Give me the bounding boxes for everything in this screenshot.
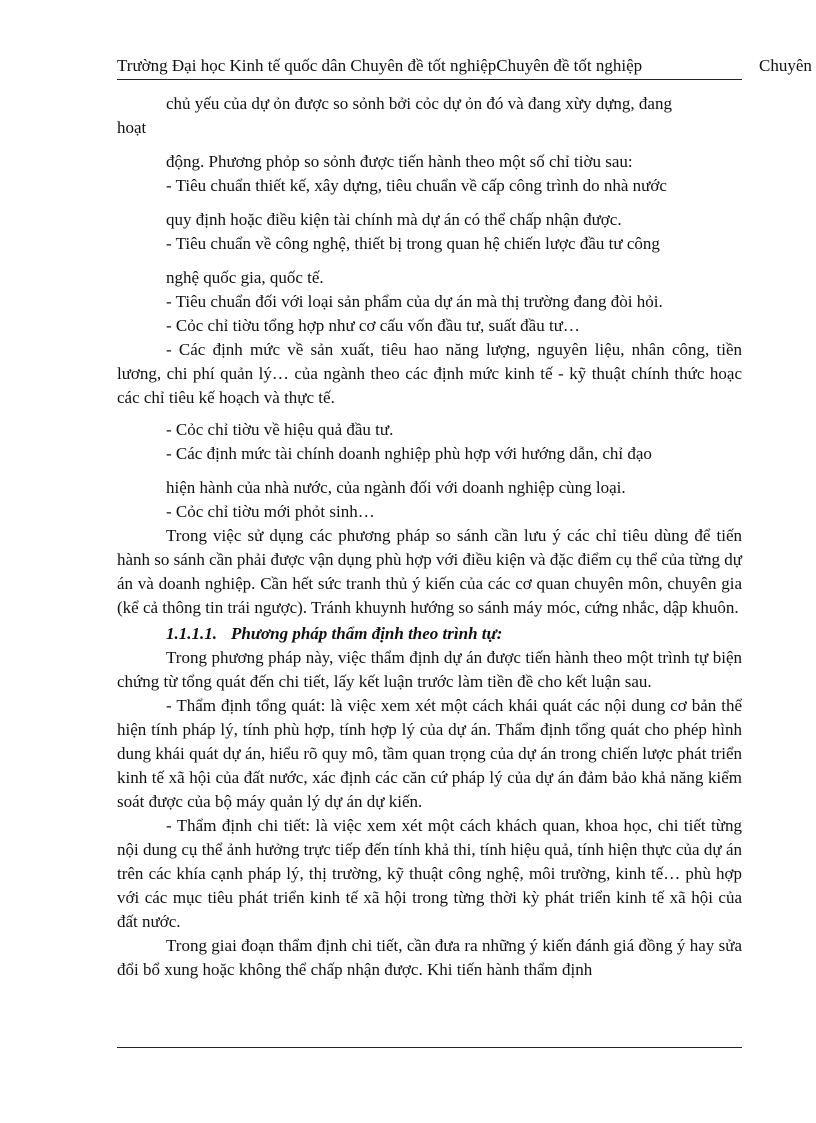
paragraph: động. Phương phỏp so sỏnh được tiến hành theo một số chỉ tiờu sau: — [166, 152, 633, 171]
section-heading — [117, 622, 742, 646]
paragraph: Trong việc sử dụng các phương pháp so sánh cần lưu ý các chỉ tiêu dùng để tiến hành so sánh cần phải được vận dụng phù hợp với điều kiện và đặc điểm cụ thể của từng dự án và doanh nghiệp. Cần hết sức tranh thủ ý kiến của các cơ quan chuyên môn, chuyên gia (kể cả thông tin trái ngược). Tránh khuynh hướng so sánh máy móc, cứng nhắc, dập khuôn. — [117, 526, 742, 617]
bullet-item: - Cỏc chỉ tiờu về hiệu quả đầu tư. — [166, 420, 394, 439]
header-title: Trường Đại học Kinh tế quốc dân Chuyên đề tốt nghiệpChuyên đề tốt nghiệp — [117, 56, 643, 75]
bullet-item: - Tiêu chuẩn thiết kế, xây dựng, tiêu chuẩn về cấp công trình do nhà nước — [166, 176, 667, 195]
section-number: 1.1.1.1. — [166, 624, 217, 643]
bullet-item: - Cỏc chỉ tiờu tổng hợp như cơ cấu vốn đầu tư, suất đầu tư… — [166, 316, 580, 335]
paragraph: - Thẩm định tổng quát: là việc xem xét một cách khái quát các nội dung cơ bản thể hiện tính pháp lý, tính phù hợp, tính hợp lý của dự án. Thẩm định tổng quát cho phép hình dung khái quát dự án, hiểu rõ quy mô, tầm quan trọng của dự án trong chiến lược phát triển kinh tế xã hội của đất nước, xác định các căn cứ pháp lý của dự án đảm bảo khả năng kiểm soát được của bộ máy quản lý dự án dự kiến. — [117, 696, 742, 811]
bullet-item: - Tiêu chuẩn về công nghệ, thiết bị trong quan hệ chiến lược đầu tư công — [166, 234, 660, 253]
header-rule — [117, 79, 742, 80]
section-title: Phương pháp thẩm định theo trình tự: — [231, 624, 503, 643]
paragraph: Trong giai đoạn thẩm định chi tiết, cần đưa ra những ý kiến đánh giá đồng ý hay sửa đổi bổ xung hoặc không thể chấp nhận được. Khi tiến hành thẩm định — [117, 936, 742, 979]
bullet-item: - Các định mức về sản xuất, tiêu hao năng lượng, nguyên liệu, nhân công, tiền lương, chi phí quản lý… của ngành theo các định mức kinh tế - kỹ thuật chính thức hoạc các chỉ tiêu kế hoạch và thực tế. — [117, 340, 742, 407]
document-body — [117, 92, 742, 982]
footer-rule — [117, 1047, 742, 1048]
paragraph: Trong phương pháp này, việc thẩm định dự án được tiến hành theo một trình tự biện chứng từ tổng quát đến chi tiết, lấy kết luận trước làm tiền đề cho kết luận sau. — [117, 648, 742, 691]
paragraph: - Thẩm định chi tiết: là việc xem xét một cách khách quan, khoa học, chi tiết từng nội dung cụ thể ảnh hưởng trực tiếp đến tính khả thi, tính hiệu quả, tính hiện thực của dự án trên các khía cạnh pháp lý, thị trường, kỹ thuật công nghệ, môi trường, kinh tế… phù hợp với các mục tiêu phát triển kinh tế xã hội trong từng thời kỳ phát triển kinh tế xã hội của đất nước. — [117, 816, 742, 931]
page-header — [117, 50, 816, 80]
bullet-item-continuation: quy định hoặc điều kiện tài chính mà dự án có thể chấp nhận được. — [166, 210, 622, 229]
bullet-item: - Cỏc chỉ tiờu mới phỏt sinh… — [166, 502, 375, 521]
bullet-item: - Tiêu chuẩn đối với loại sản phẩm của dự án mà thị trường đang đòi hỏi. — [166, 292, 663, 311]
bullet-item-continuation: hiện hành của nhà nước, của ngành đối với doanh nghiệp cùng loại. — [166, 478, 626, 497]
header-overflow-text: Chuyên — [759, 56, 812, 75]
paragraph-line: chủ yếu của dự ỏn được so sỏnh bởi cỏc dự ỏn đó và đang xừy dựng, đang — [166, 94, 672, 113]
paragraph-line: hoạt — [117, 118, 147, 137]
bullet-item-continuation: nghệ quốc gia, quốc tế. — [166, 268, 324, 287]
bullet-item: - Các định mức tài chính doanh nghiệp phù hợp với hướng dẫn, chỉ đạo — [166, 444, 652, 463]
